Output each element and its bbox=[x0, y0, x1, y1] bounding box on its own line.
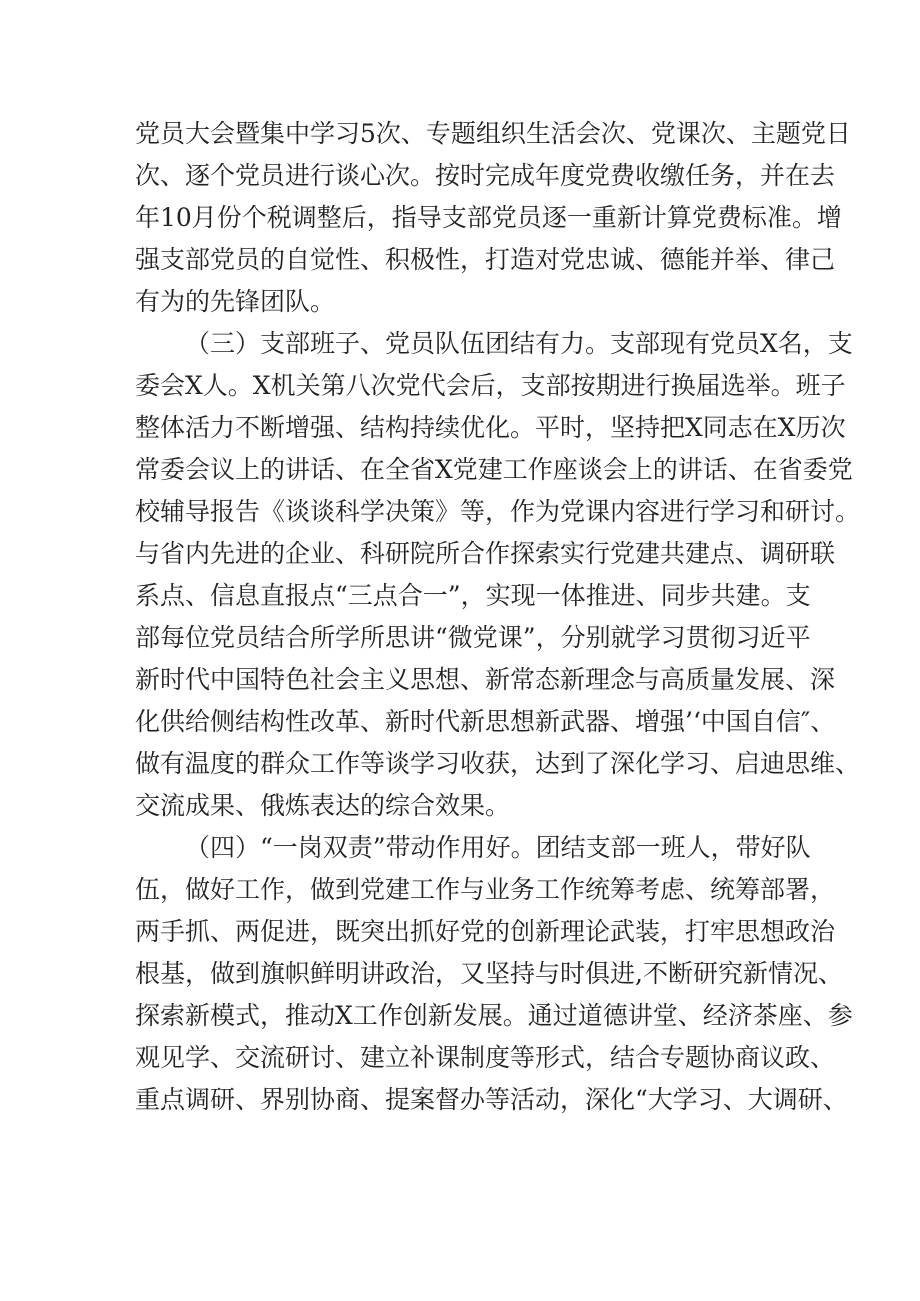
text-line: 有为的先锋团队。 bbox=[135, 287, 336, 316]
text-line: 观见学、交流研讨、建立补课制度等形式，结合专题协商议政、 bbox=[135, 1043, 836, 1072]
text-line: 系点、信息直报点“三点合一”，实现一体推进、同步共建。支 bbox=[135, 581, 811, 610]
text-line: 与省内先进的企业、科研院所合作探索实行党建共建点、调研联 bbox=[135, 539, 836, 568]
text-line: 新时代中国特色社会主义思想、新常态新理念与高质量发展、深 bbox=[135, 665, 836, 694]
document-body bbox=[135, 113, 861, 1121]
text-line: 委会X人。X机关第八次党代会后，支部按期进行换届选举。班子 bbox=[135, 371, 846, 400]
text-line: 探索新模式，推动X工作创新发展。通过道德讲堂、经济茶座、参 bbox=[135, 1001, 853, 1030]
text-line: 重点调研、界别协商、提案督办等活动，深化“大学习、大调研、 bbox=[135, 1085, 848, 1114]
text-line: 次、逐个党员进行谈心次。按时完成年度党费收缴任务，并在去 bbox=[135, 161, 836, 190]
text-line: 做有温度的群众工作等谈学习收获，达到了深化学习、启迪思维、 bbox=[135, 749, 861, 778]
text-line: 根基，做到旗帜鲜明讲政治，又坚持与时俱进,不断研究新情况、 bbox=[135, 959, 843, 988]
text-line: 部每位党员结合所学所思讲“微党课”，分别就学习贯彻习近平 bbox=[135, 623, 811, 652]
text-line: 常委会议上的讲话、在全省X党建工作座谈会上的讲话、在省委党 bbox=[135, 455, 853, 484]
text-line: 交流成果、俄炼表达的综合效果。 bbox=[135, 791, 511, 820]
section-heading-line: （三）支部班子、党员队伍团结有力。支部现有党员X名，支 bbox=[185, 329, 853, 358]
text-line: 整体活力不断增强、结构持续优化。平时，坚持把X同志在X历次 bbox=[135, 413, 846, 442]
section-heading-line: （四）“一岗双责”带动作用好。团结支部一班人，带好队 bbox=[185, 833, 811, 862]
text-line: 伍，做好工作，做到党建工作与业务工作统筹考虑、统筹部署， bbox=[135, 875, 836, 904]
text-line: 化供给侧结构性改革、新时代新思想新武器、增强’‘中国自信″、 bbox=[135, 707, 836, 736]
text-line: 党员大会暨集中学习5次、专题组织生活会次、党课次、主题党日 bbox=[135, 119, 851, 148]
text-line: 校辅导报告《谈谈科学决策》等，作为党课内容进行学习和研讨。 bbox=[135, 497, 861, 526]
text-line: 年10月份个税调整后，指导支部党员逐一重新计算党费标准。增 bbox=[135, 203, 842, 232]
text-line: 两手抓、两促进，既突出抓好党的创新理论武装，打牢思想政治 bbox=[135, 917, 836, 946]
text-line: 强支部党员的自觉性、积极性，打造对党忠诚、德能并举、律己 bbox=[135, 245, 836, 274]
